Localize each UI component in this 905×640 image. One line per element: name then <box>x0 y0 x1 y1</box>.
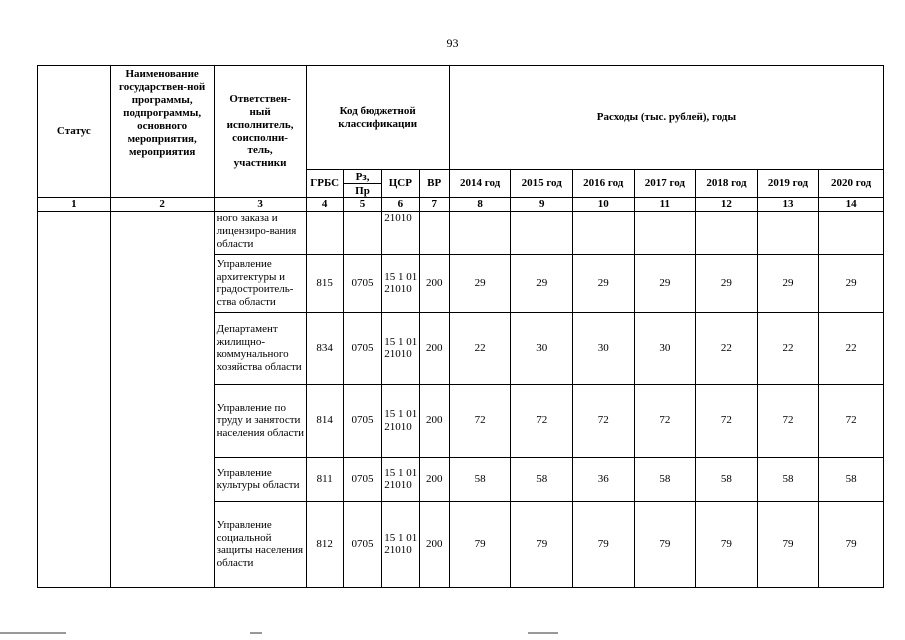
scan-artifact <box>528 632 558 634</box>
header-rz: Рз, <box>343 170 381 184</box>
header-executor: Ответствен-ный исполнитель, соисполни-тель, участники <box>214 66 306 198</box>
value-cell: 79 <box>819 501 884 587</box>
csr-cell: 15 1 01 21010 <box>382 254 419 312</box>
value-cell: 29 <box>511 254 573 312</box>
value-cell: 30 <box>511 312 573 384</box>
value-cell: 79 <box>449 501 511 587</box>
header-vr: ВР <box>419 170 449 198</box>
value-cell: 29 <box>819 254 884 312</box>
csr-cell: 21010 <box>382 211 419 254</box>
value-cell <box>696 211 758 254</box>
header-year: 2015 год <box>511 170 573 198</box>
rzpr-cell: 0705 <box>343 501 381 587</box>
header-budget-code: Код бюджетной классификации <box>306 66 449 170</box>
column-number: 14 <box>819 198 884 212</box>
column-number-row <box>38 198 884 212</box>
vr-cell: 200 <box>419 501 449 587</box>
value-cell: 72 <box>696 384 758 457</box>
value-cell: 29 <box>449 254 511 312</box>
vr-cell: 200 <box>419 384 449 457</box>
column-number: 12 <box>696 198 758 212</box>
value-cell: 22 <box>757 312 819 384</box>
value-cell: 58 <box>511 457 573 501</box>
value-cell: 79 <box>696 501 758 587</box>
value-cell <box>572 211 634 254</box>
scan-artifact <box>0 632 66 634</box>
value-cell: 30 <box>634 312 696 384</box>
value-cell: 72 <box>819 384 884 457</box>
value-cell: 58 <box>819 457 884 501</box>
header-program-name: Наименование государствен-ной программы, подпрограммы, основного мероприятия, мероприятия <box>110 66 214 198</box>
csr-cell: 15 1 01 21010 <box>382 457 419 501</box>
csr-cell: 15 1 01 21010 <box>382 384 419 457</box>
value-cell <box>511 211 573 254</box>
value-cell <box>819 211 884 254</box>
header-year: 2019 год <box>757 170 819 198</box>
value-cell: 72 <box>449 384 511 457</box>
rzpr-cell: 0705 <box>343 254 381 312</box>
column-number: 7 <box>419 198 449 212</box>
executor-cell: Управление культуры области <box>214 457 306 501</box>
column-number: 8 <box>449 198 511 212</box>
value-cell: 79 <box>757 501 819 587</box>
header-grbs: ГРБС <box>306 170 343 198</box>
grbs-cell: 815 <box>306 254 343 312</box>
grbs-cell <box>306 211 343 254</box>
csr-cell: 15 1 01 21010 <box>382 312 419 384</box>
value-cell: 22 <box>449 312 511 384</box>
grbs-cell: 834 <box>306 312 343 384</box>
column-number: 4 <box>306 198 343 212</box>
executor-cell: Управление архитектуры и градостроитель-ства области <box>214 254 306 312</box>
executor-cell: Управление по труду и занятости населения области <box>214 384 306 457</box>
header-expenses: Расходы (тыс. рублей), годы <box>449 66 883 170</box>
value-cell: 58 <box>449 457 511 501</box>
budget-table <box>37 65 884 588</box>
header-year: 2020 год <box>819 170 884 198</box>
value-cell: 72 <box>511 384 573 457</box>
column-number: 10 <box>572 198 634 212</box>
value-cell: 58 <box>696 457 758 501</box>
value-cell <box>449 211 511 254</box>
rzpr-cell: 0705 <box>343 384 381 457</box>
header-status: Статус <box>38 66 111 198</box>
program-name-cell <box>110 211 214 587</box>
value-cell: 29 <box>572 254 634 312</box>
value-cell: 72 <box>757 384 819 457</box>
header-year: 2017 год <box>634 170 696 198</box>
grbs-cell: 811 <box>306 457 343 501</box>
value-cell <box>757 211 819 254</box>
column-number: 3 <box>214 198 306 212</box>
column-number: 1 <box>38 198 111 212</box>
header-year: 2014 год <box>449 170 511 198</box>
vr-cell <box>419 211 449 254</box>
rzpr-cell: 0705 <box>343 457 381 501</box>
grbs-cell: 814 <box>306 384 343 457</box>
header-pr: Пр <box>343 184 381 198</box>
value-cell: 29 <box>757 254 819 312</box>
grbs-cell: 812 <box>306 501 343 587</box>
value-cell: 36 <box>572 457 634 501</box>
column-number: 9 <box>511 198 573 212</box>
vr-cell: 200 <box>419 457 449 501</box>
value-cell: 79 <box>511 501 573 587</box>
value-cell: 22 <box>696 312 758 384</box>
value-cell: 29 <box>696 254 758 312</box>
rzpr-cell <box>343 211 381 254</box>
value-cell: 29 <box>634 254 696 312</box>
page-number: 93 <box>446 36 459 50</box>
value-cell: 79 <box>572 501 634 587</box>
scan-artifact <box>250 632 262 634</box>
header-year: 2018 год <box>696 170 758 198</box>
value-cell: 22 <box>819 312 884 384</box>
column-number: 5 <box>343 198 381 212</box>
vr-cell: 200 <box>419 312 449 384</box>
header-year: 2016 год <box>572 170 634 198</box>
value-cell: 72 <box>572 384 634 457</box>
vr-cell: 200 <box>419 254 449 312</box>
value-cell: 79 <box>634 501 696 587</box>
value-cell <box>634 211 696 254</box>
value-cell: 30 <box>572 312 634 384</box>
value-cell: 72 <box>634 384 696 457</box>
rzpr-cell: 0705 <box>343 312 381 384</box>
value-cell: 58 <box>634 457 696 501</box>
executor-cell: ного заказа и лицензиро-вания области <box>214 211 306 254</box>
column-number: 2 <box>110 198 214 212</box>
table-row <box>38 211 884 254</box>
header-csr: ЦСР <box>382 170 419 198</box>
csr-cell: 15 1 01 21010 <box>382 501 419 587</box>
executor-cell: Департамент жилищно-коммунального хозяйства области <box>214 312 306 384</box>
executor-cell: Управление социальной защиты населения области <box>214 501 306 587</box>
column-number: 13 <box>757 198 819 212</box>
column-number: 11 <box>634 198 696 212</box>
status-cell <box>38 211 111 587</box>
value-cell: 58 <box>757 457 819 501</box>
column-number: 6 <box>382 198 419 212</box>
